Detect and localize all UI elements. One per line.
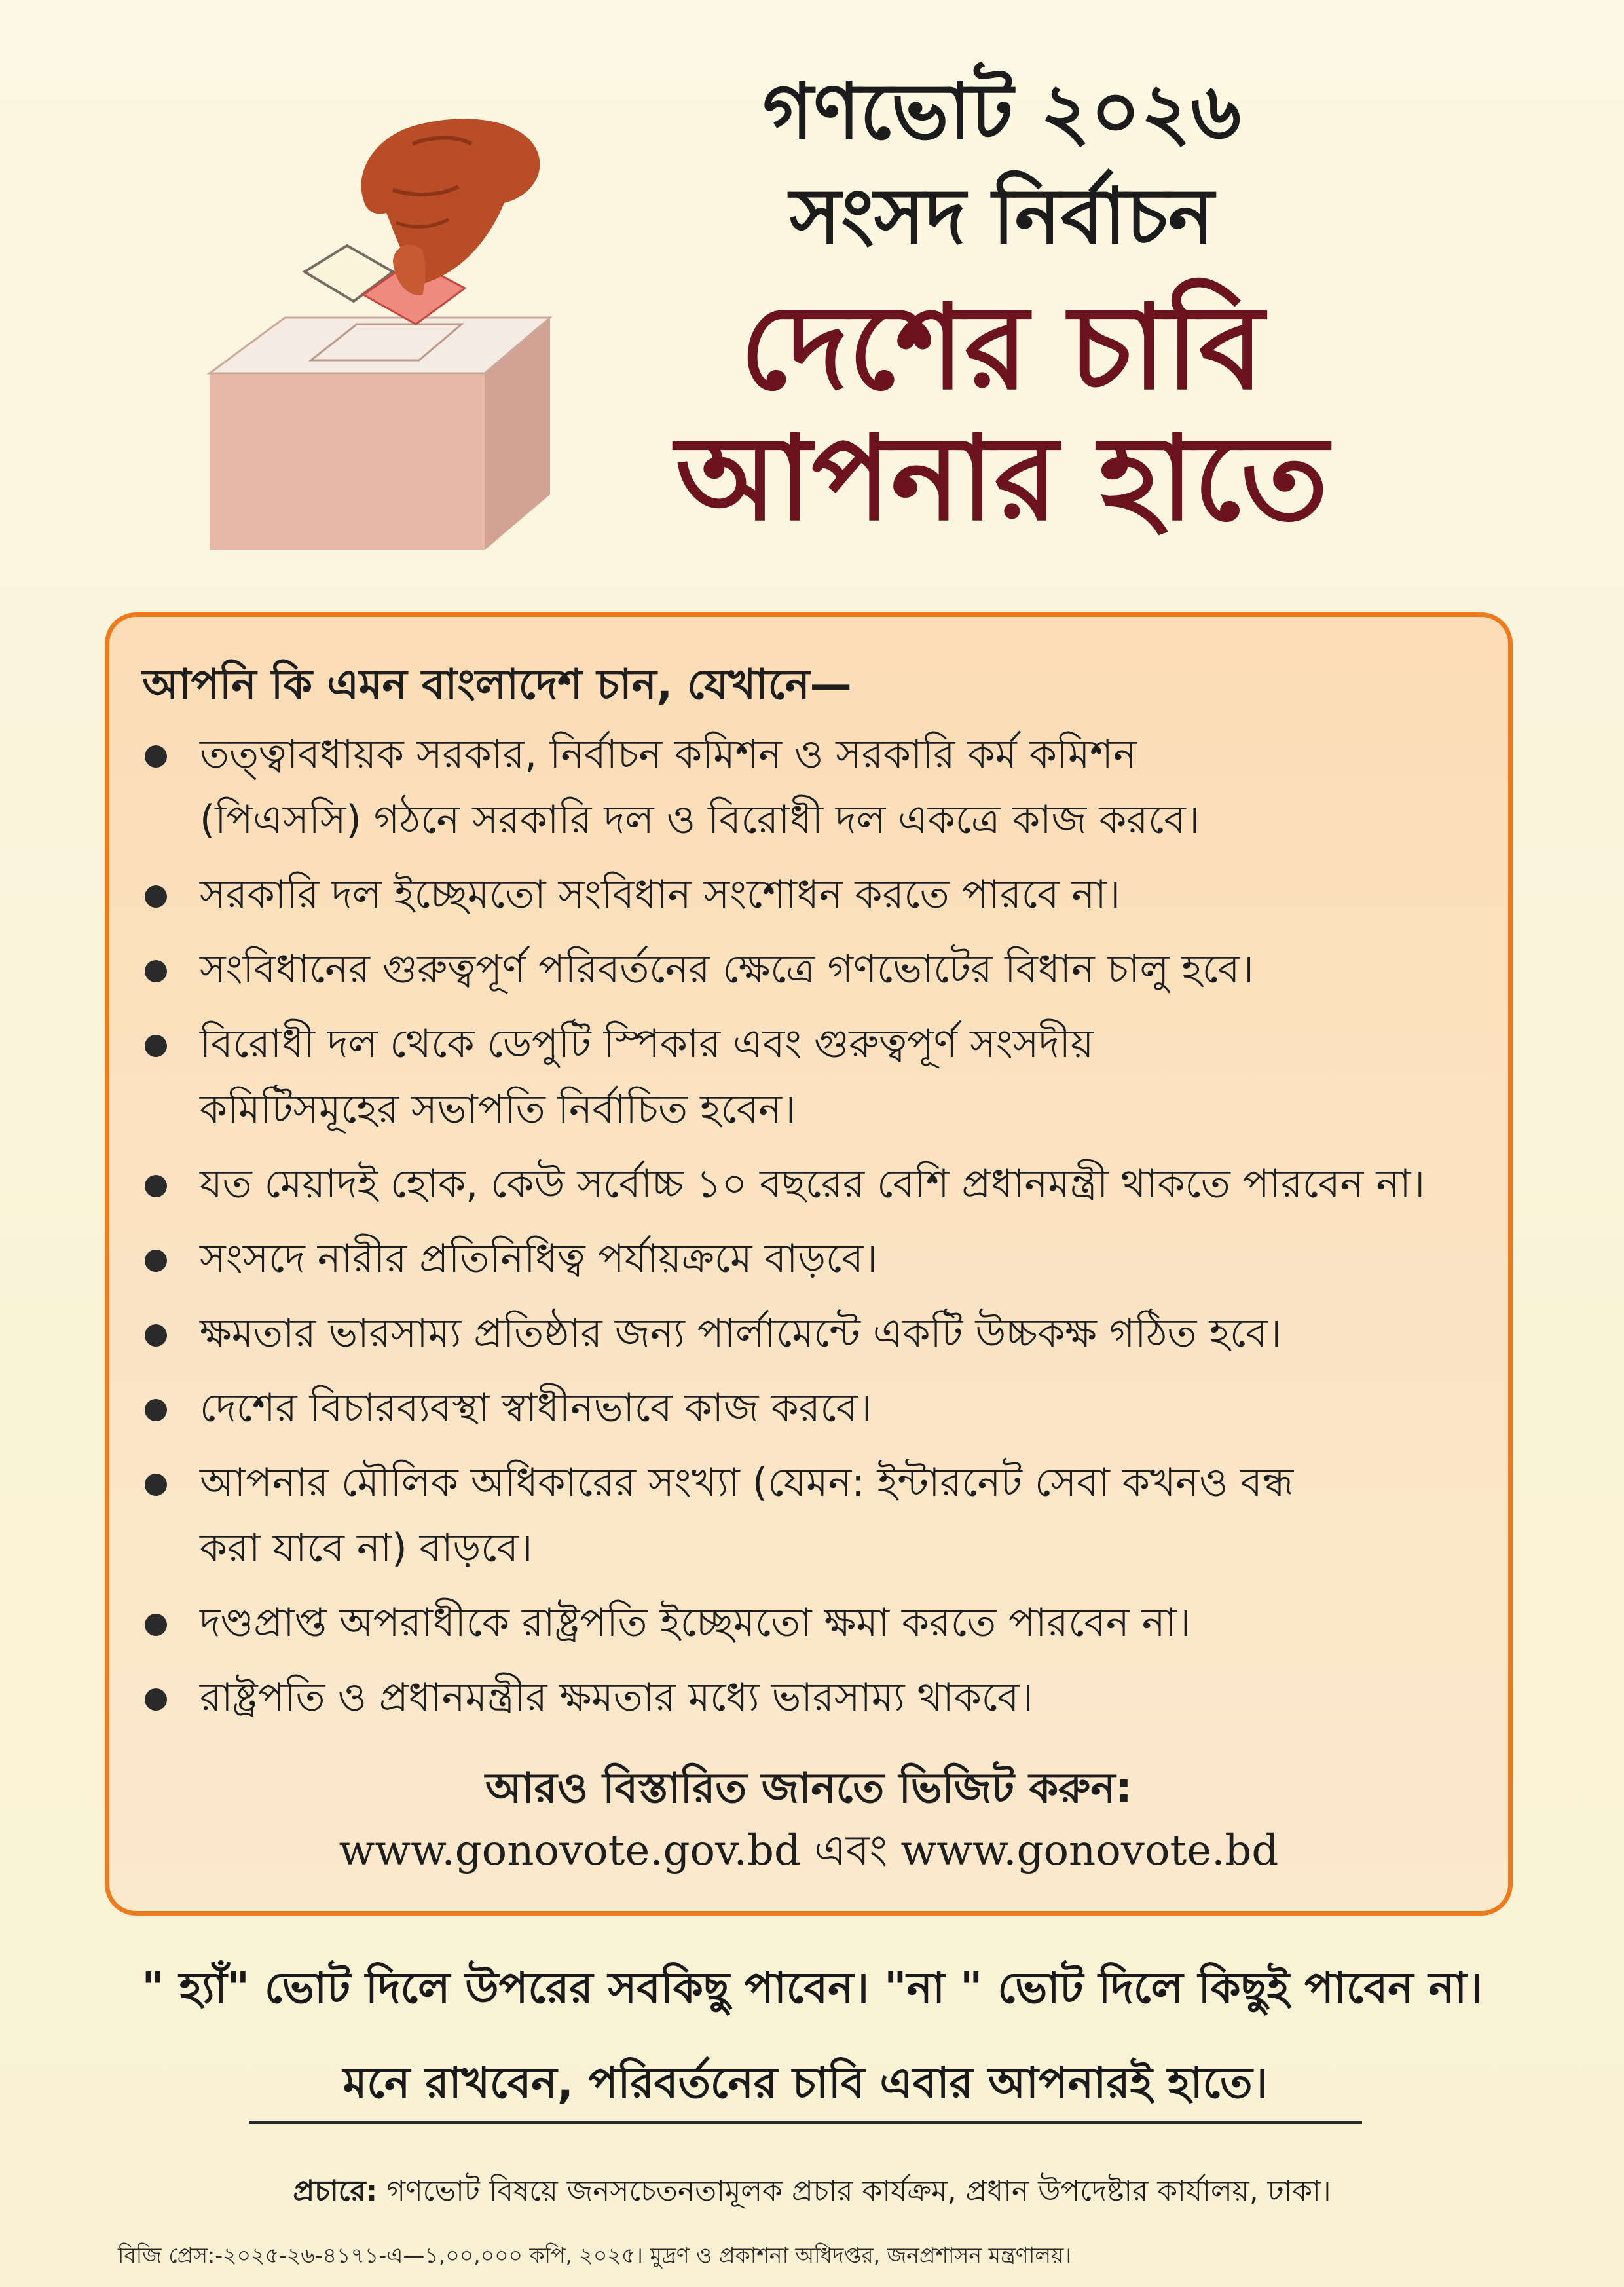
list-item-text: দণ্ডপ্রাপ্ত অপরাধীকে রাষ্ট্রপতি ইচ্ছেমতো ক্ষমা করতে পারবেন না। <box>200 1600 1191 1646</box>
website-links[interactable]: www.gonovote.gov.bd এবং www.gonovote.bd <box>339 1827 1279 1875</box>
info-box <box>105 612 1513 1916</box>
list-item-text: রাষ্ট্রপতি ও প্রধানমন্ত্রীর ক্ষমতার মধ্যে ভারসাম্য থাকবে। <box>200 1675 1033 1720</box>
list-item <box>142 1450 1491 1581</box>
bullet-icon <box>145 1474 167 1496</box>
campaign-credit <box>0 2169 1624 2217</box>
list-item <box>142 1590 1491 1656</box>
slogan-line-2: আপনার হাতে <box>675 409 1329 546</box>
remember-underline <box>249 2121 1362 2124</box>
bullet-icon <box>145 745 167 768</box>
list-item-text: কমিটিসমূহের সভাপতি নির্বাচিত হবেন। <box>200 1087 796 1132</box>
bullet-icon <box>145 960 167 982</box>
campaign-label: প্রচারে: <box>293 2174 378 2208</box>
list-item <box>142 1375 1491 1441</box>
list-item-text: সংসদে নারীর প্রতিনিধিত্ব পর্যায়ক্রমে বাড়বে। <box>200 1236 878 1282</box>
list-item-text: যত মেয়াদই হোক, কেউ সর্বোচ্চ ১০ বছরের বেশি প্রধানমন্ত্রী থাকতে পারবেন না। <box>200 1161 1426 1207</box>
header <box>629 59 1375 544</box>
bullet-icon <box>145 1250 167 1272</box>
list-item <box>142 937 1491 1002</box>
list-item-text: বিরোধী দল থেকে ডেপুটি স্পিকার এবং গুরুত্বপূর্ণ সংসদীয় <box>200 1021 1094 1067</box>
list-item-text: করা যাবে না) বাড়বে। <box>200 1525 533 1571</box>
list-item-text: আপনার মৌলিক অধিকারের সংখ্যা (যেমন: ইন্টারনেট সেবা কখনও বন্ধ <box>200 1460 1294 1506</box>
list-item <box>142 1301 1491 1366</box>
info-box-title: আপনি কি এমন বাংলাদেশ চান, যেখানে— <box>142 661 852 709</box>
list-item <box>142 862 1491 927</box>
bullet-icon <box>145 1399 167 1421</box>
visit-label: আরও বিস্তারিত জানতে ভিজিট করুন: <box>485 1764 1132 1813</box>
bullet-icon <box>145 1324 167 1347</box>
header-subtitle: সংসদ নির্বাচন <box>790 171 1214 261</box>
vote-statement: " হ্যাঁ" ভোট দিলে উপরের সবকিছু পাবেন। "না " ভোট দিলে কিছুই পাবেন না। <box>141 1963 1483 2013</box>
bullet-icon <box>145 1614 167 1636</box>
slogan-line-1: দেশের চাবি <box>739 278 1264 415</box>
list-item <box>142 1665 1491 1730</box>
list-item <box>142 722 1491 853</box>
header-title: গণভোট ২০২৬ <box>762 66 1242 157</box>
bullet-icon <box>145 1688 167 1711</box>
print-info: বিজি প্রেস:-২০২৫-২৬-৪১৭১-এ—১,০০,০০০ কপি, ২০২৫। মুদ্রণ ও প্রকাশনা অধিদপ্তর, জনপ্রশাসন মন্ত্রণালয়। <box>118 2242 1072 2268</box>
remember-statement: মনে রাখবেন, পরিবর্তনের চাবি এবার আপনারই হাতে। <box>342 2058 1268 2108</box>
bullet-icon <box>145 1175 167 1197</box>
promise-list <box>142 722 1491 1730</box>
list-item <box>142 1151 1491 1217</box>
list-item-text: সংবিধানের গুরুত্বপূর্ণ পরিবর্তনের ক্ষেত্রে গণভোটের বিধান চালু হবে। <box>200 946 1254 992</box>
list-item <box>142 1011 1491 1142</box>
list-item-text: দেশের বিচারব্যবস্থা স্বাধীনভাবে কাজ করবে। <box>200 1385 872 1431</box>
list-item-text: তত্ত্বাবধায়ক সরকার, নির্বাচন কমিশন ও সরকারি কর্ম কমিশন <box>200 732 1137 777</box>
ballot-box-icon <box>196 98 563 570</box>
list-item-text: ক্ষমতার ভারসাম্য প্রতিষ্ঠার জন্য পার্লামেন্টে একটি উচ্চকক্ষ গঠিত হবে। <box>200 1311 1282 1356</box>
bullet-icon <box>145 885 167 908</box>
bullet-icon <box>145 1035 167 1057</box>
list-item-text: (পিএসসি) গঠনে সরকারি দল ও বিরোধী দল একত্রে কাজ করবে। <box>200 797 1200 843</box>
list-item-text: সরকারি দল ইচ্ছেমতো সংবিধান সংশোধন করতে পারবে না। <box>200 872 1121 918</box>
campaign-text: গণভোট বিষয়ে জনসচেতনতামূলক প্রচার কার্যক্রম, প্রধান উপদেষ্টার কার্যালয়, ঢাকা। <box>386 2174 1331 2208</box>
ballot-box-front <box>210 373 485 550</box>
list-item <box>142 1226 1491 1292</box>
